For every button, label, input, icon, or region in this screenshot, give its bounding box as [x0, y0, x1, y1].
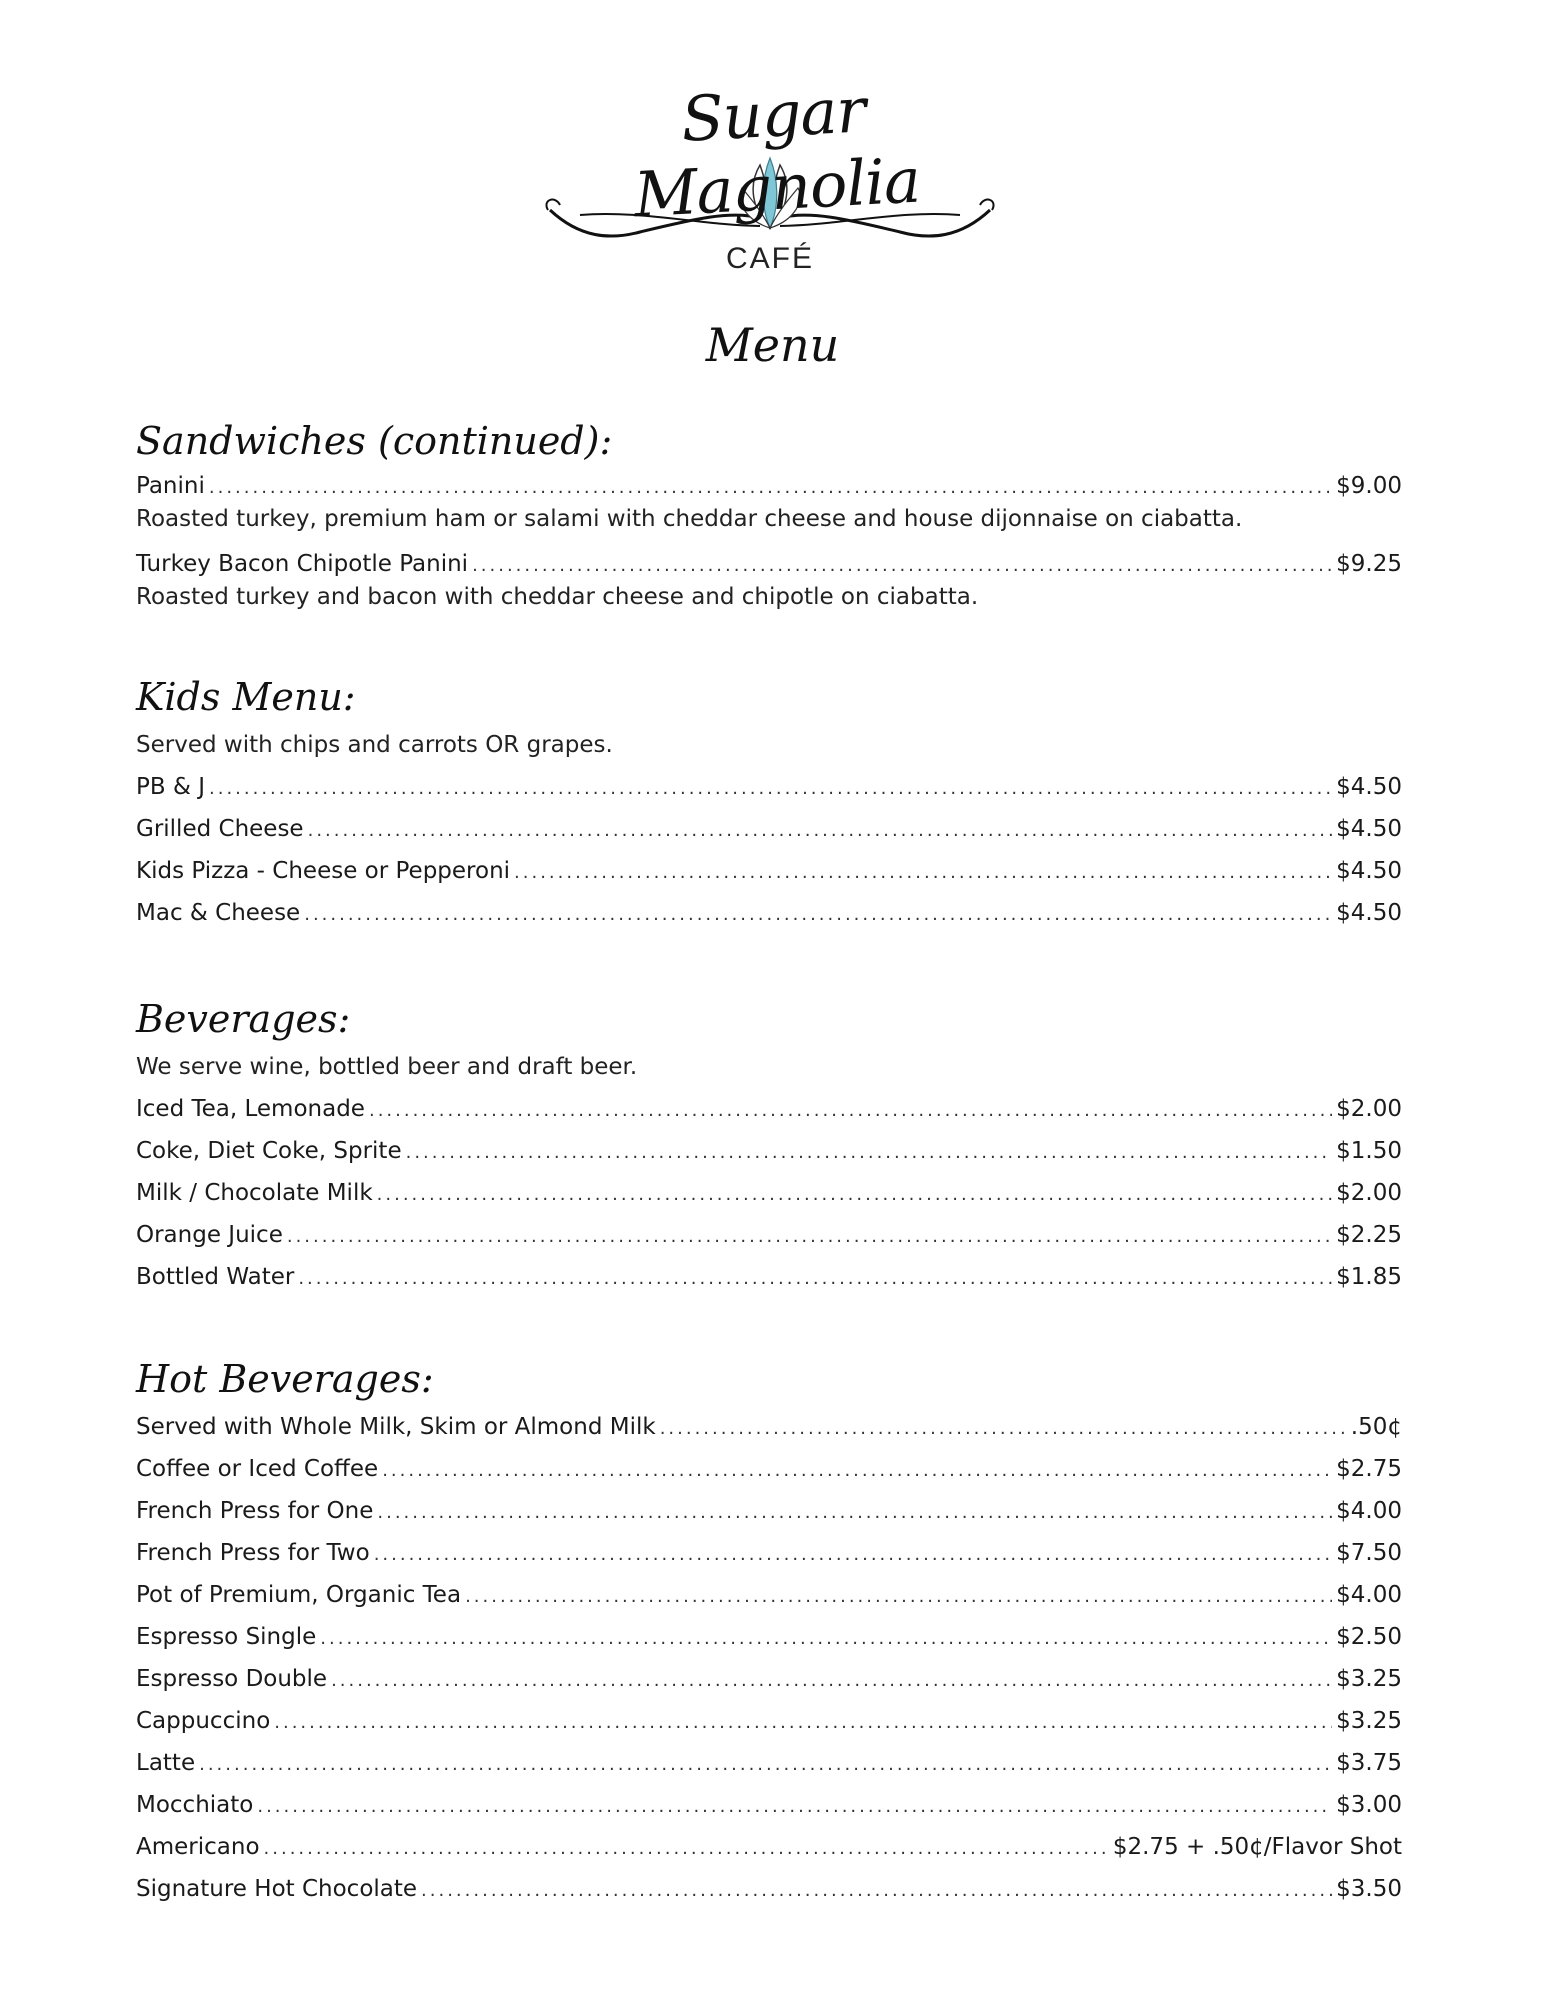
item-name: Grilled Cheese	[136, 816, 304, 842]
menu-item	[136, 1448, 1402, 1490]
dot-leader	[421, 1870, 1332, 1912]
item-price: $3.25	[1336, 1708, 1402, 1734]
menu-item	[136, 1700, 1402, 1742]
menu-item	[136, 1574, 1402, 1616]
item-price: $3.00	[1336, 1792, 1402, 1818]
dot-leader	[514, 852, 1332, 894]
menu-item	[136, 1784, 1402, 1826]
menu-item	[136, 1742, 1402, 1784]
item-price: $2.00	[1336, 1180, 1402, 1206]
dot-leader	[406, 1132, 1333, 1174]
item-price: $7.50	[1336, 1540, 1402, 1566]
menu-item	[136, 1868, 1402, 1910]
item-price: $9.00	[1336, 473, 1402, 499]
item-price: $1.50	[1336, 1138, 1402, 1164]
item-name: Milk / Chocolate Milk	[136, 1180, 373, 1206]
dot-leader	[369, 1090, 1332, 1132]
menu-item	[136, 1130, 1402, 1172]
menu-item	[136, 1532, 1402, 1574]
menu-item	[136, 892, 1402, 934]
item-name: Mac & Cheese	[136, 900, 301, 926]
dot-leader	[374, 1534, 1332, 1576]
menu-item	[136, 1214, 1402, 1256]
menu-item	[136, 1616, 1402, 1658]
section-kids-menu	[136, 670, 1402, 934]
menu-item	[136, 808, 1402, 850]
dot-leader	[382, 1450, 1332, 1492]
dot-leader	[472, 548, 1332, 584]
item-price: $3.50	[1336, 1876, 1402, 1902]
item-price: $4.50	[1336, 816, 1402, 842]
item-name: French Press for Two	[136, 1540, 370, 1566]
menu-item	[136, 1658, 1402, 1700]
item-name: Americano	[136, 1834, 260, 1860]
dot-leader	[320, 1618, 1332, 1660]
item-price: $4.50	[1336, 900, 1402, 926]
item-name: Coke, Diet Coke, Sprite	[136, 1138, 402, 1164]
menu-item	[136, 1490, 1402, 1532]
menu-item	[136, 1826, 1402, 1868]
item-price: $4.50	[1336, 858, 1402, 884]
item-name: Kids Pizza - Cheese or Pepperoni	[136, 858, 511, 884]
item-name: Cappuccino	[136, 1708, 271, 1734]
menu-item	[136, 766, 1402, 808]
item-name: Espresso Single	[136, 1624, 317, 1650]
dot-leader	[209, 768, 1332, 810]
item-price: $2.75	[1336, 1456, 1402, 1482]
section-sandwiches	[136, 414, 1402, 624]
dot-leader	[465, 1576, 1332, 1618]
menu-item	[136, 1256, 1402, 1298]
item-name: Latte	[136, 1750, 196, 1776]
section-hot-beverages	[136, 1352, 1402, 1910]
item-name: Panini	[136, 473, 205, 499]
section-beverages	[136, 992, 1402, 1298]
item-description: Roasted turkey and bacon with cheddar cheese and chipotle on ciabatta.	[136, 584, 979, 610]
item-price: $3.25	[1336, 1666, 1402, 1692]
section-note: We serve wine, bottled beer and draft beer.	[136, 1054, 638, 1080]
item-name: Mocchiato	[136, 1792, 254, 1818]
item-name: Bottled Water	[136, 1264, 295, 1290]
dot-leader	[377, 1174, 1332, 1216]
dot-leader	[298, 1258, 1332, 1300]
item-name: Espresso Double	[136, 1666, 328, 1692]
menu-item	[136, 1088, 1402, 1130]
cafe-logo	[520, 60, 1020, 290]
item-price: $4.50	[1336, 774, 1402, 800]
menu-item	[136, 546, 1402, 582]
dot-leader	[304, 894, 1332, 936]
section-title: Kids Menu:	[136, 675, 356, 719]
item-name: Turkey Bacon Chipotle Panini	[136, 551, 469, 577]
dot-leader	[257, 1786, 1332, 1828]
dot-leader	[209, 470, 1332, 506]
item-name: Coffee or Iced Coffee	[136, 1456, 379, 1482]
dot-leader	[264, 1828, 1109, 1870]
section-title: Beverages:	[136, 997, 351, 1041]
dot-leader	[331, 1660, 1332, 1702]
menu-item	[136, 1172, 1402, 1214]
item-price: $2.00	[1336, 1096, 1402, 1122]
item-name: French Press for One	[136, 1498, 374, 1524]
item-name: Pot of Premium, Organic Tea	[136, 1582, 462, 1608]
item-name: PB & J	[136, 774, 205, 800]
menu-item	[136, 468, 1402, 504]
logo-name: Sugar Magnolia	[632, 73, 922, 232]
item-name: Orange Juice	[136, 1222, 283, 1248]
item-price: $2.25	[1336, 1222, 1402, 1248]
dot-leader	[308, 810, 1333, 852]
dot-leader	[199, 1744, 1332, 1786]
item-name: Signature Hot Chocolate	[136, 1876, 418, 1902]
menu-item	[136, 850, 1402, 892]
item-price: $3.75	[1336, 1750, 1402, 1776]
menu-item	[136, 1406, 1402, 1448]
item-price: $4.00	[1336, 1582, 1402, 1608]
section-title: Hot Beverages:	[136, 1357, 434, 1401]
dot-leader	[660, 1408, 1347, 1450]
logo-subtitle: CAFÉ	[725, 242, 814, 275]
dot-leader	[287, 1216, 1332, 1258]
item-price: $2.75 + .50¢/Flavor Shot	[1112, 1834, 1402, 1860]
item-name: Iced Tea, Lemonade	[136, 1096, 365, 1122]
item-price: .50¢	[1350, 1414, 1402, 1440]
item-name: Served with Whole Milk, Skim or Almond Milk	[136, 1414, 656, 1440]
section-note: Served with chips and carrots OR grapes.	[136, 732, 613, 758]
item-price: $1.85	[1336, 1264, 1402, 1290]
section-title: Sandwiches (continued):	[136, 419, 613, 463]
dot-leader	[377, 1492, 1332, 1534]
item-price: $2.50	[1336, 1624, 1402, 1650]
item-price: $4.00	[1336, 1498, 1402, 1524]
item-price: $9.25	[1336, 551, 1402, 577]
item-description: Roasted turkey, premium ham or salami with cheddar cheese and house dijonnaise on ciabatta.	[136, 506, 1243, 532]
menu-title: Menu	[705, 318, 840, 372]
dot-leader	[274, 1702, 1332, 1744]
